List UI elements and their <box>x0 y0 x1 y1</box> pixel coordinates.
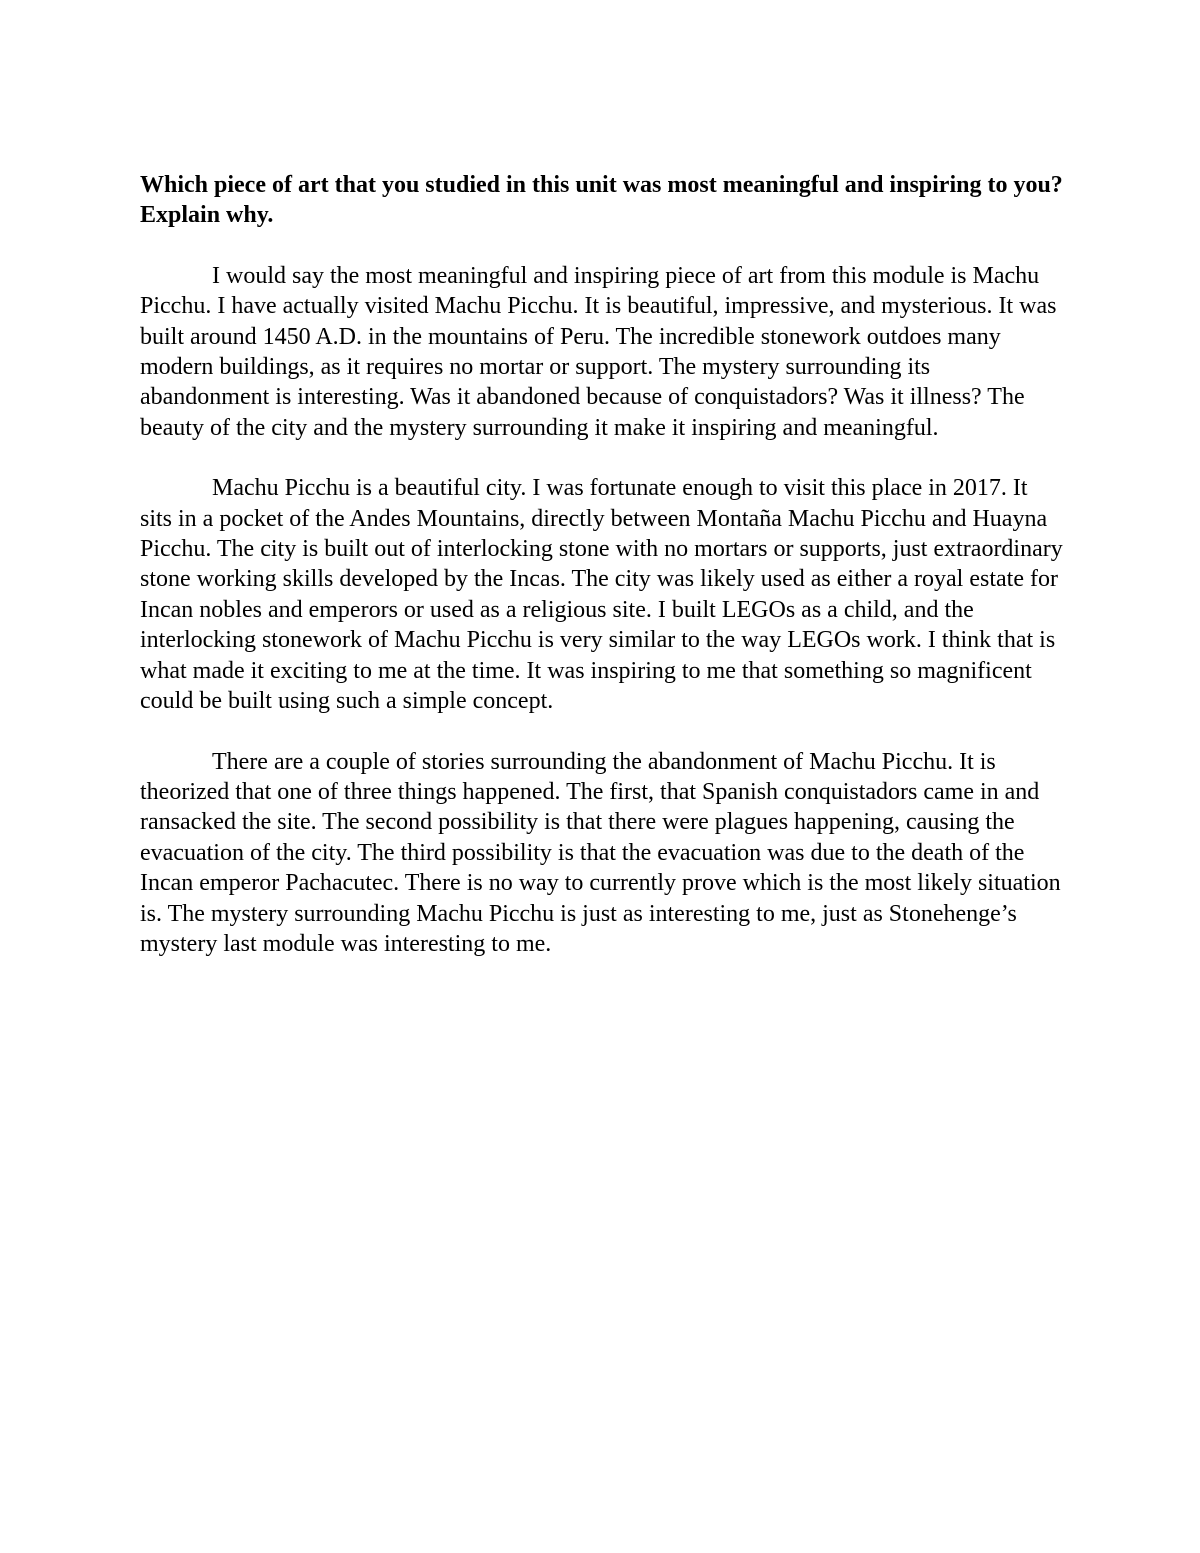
paragraph-3: There are a couple of stories surrounding the abandonment of Machu Picchu. It is theorized that one of three things happened. The first, that Spanish conquistadors came in and ransacked the site. The second possibility is that there were plagues happening, causing the evacuation of the city. The third possibility is that the evacuation was due to the death of the Incan emperor Pachacutec. There is no way to currently prove which is the most likely situation is. The mystery surrounding Machu Picchu is just as interesting to me, just as Stonehenge’s mystery last module was interesting to me. <box>140 748 1061 957</box>
paragraph-2: Machu Picchu is a beautiful city. I was fortunate enough to visit this place in 2017. It sits in a pocket of the Andes Mountains, directly between Montaña Machu Picchu and Huayna Picchu. The city is built out of interlocking stone with no mortars or supports, just extraordinary stone working skills developed by the Incas. The city was likely used as either a royal estate for Incan nobles and emperors or used as a religious site. I built LEGOs as a child, and the interlocking stonework of Machu Picchu is very similar to the way LEGOs work. I think that is what made it exciting to me at the time. It was inspiring to me that something so magnificent could be built using such a simple concept. <box>140 475 1063 715</box>
document-body <box>140 170 1064 989</box>
paragraph-1: I would say the most meaningful and inspiring piece of art from this module is Machu Picchu. I have actually visited Machu Picchu. It is beautiful, impressive, and mysterious. It was built around 1450 A.D. in the mountains of Peru. The incredible stonework outdoes many modern buildings, as it requires no mortar or support. The mystery surrounding its abandonment is interesting. Was it abandoned because of conquistadors? Was it illness? The beauty of the city and the mystery surrounding it make it inspiring and meaningful. <box>140 262 1057 441</box>
question-heading: Which piece of art that you studied in this unit was most meaningful and inspiring to you? Explain why. <box>140 172 1063 229</box>
